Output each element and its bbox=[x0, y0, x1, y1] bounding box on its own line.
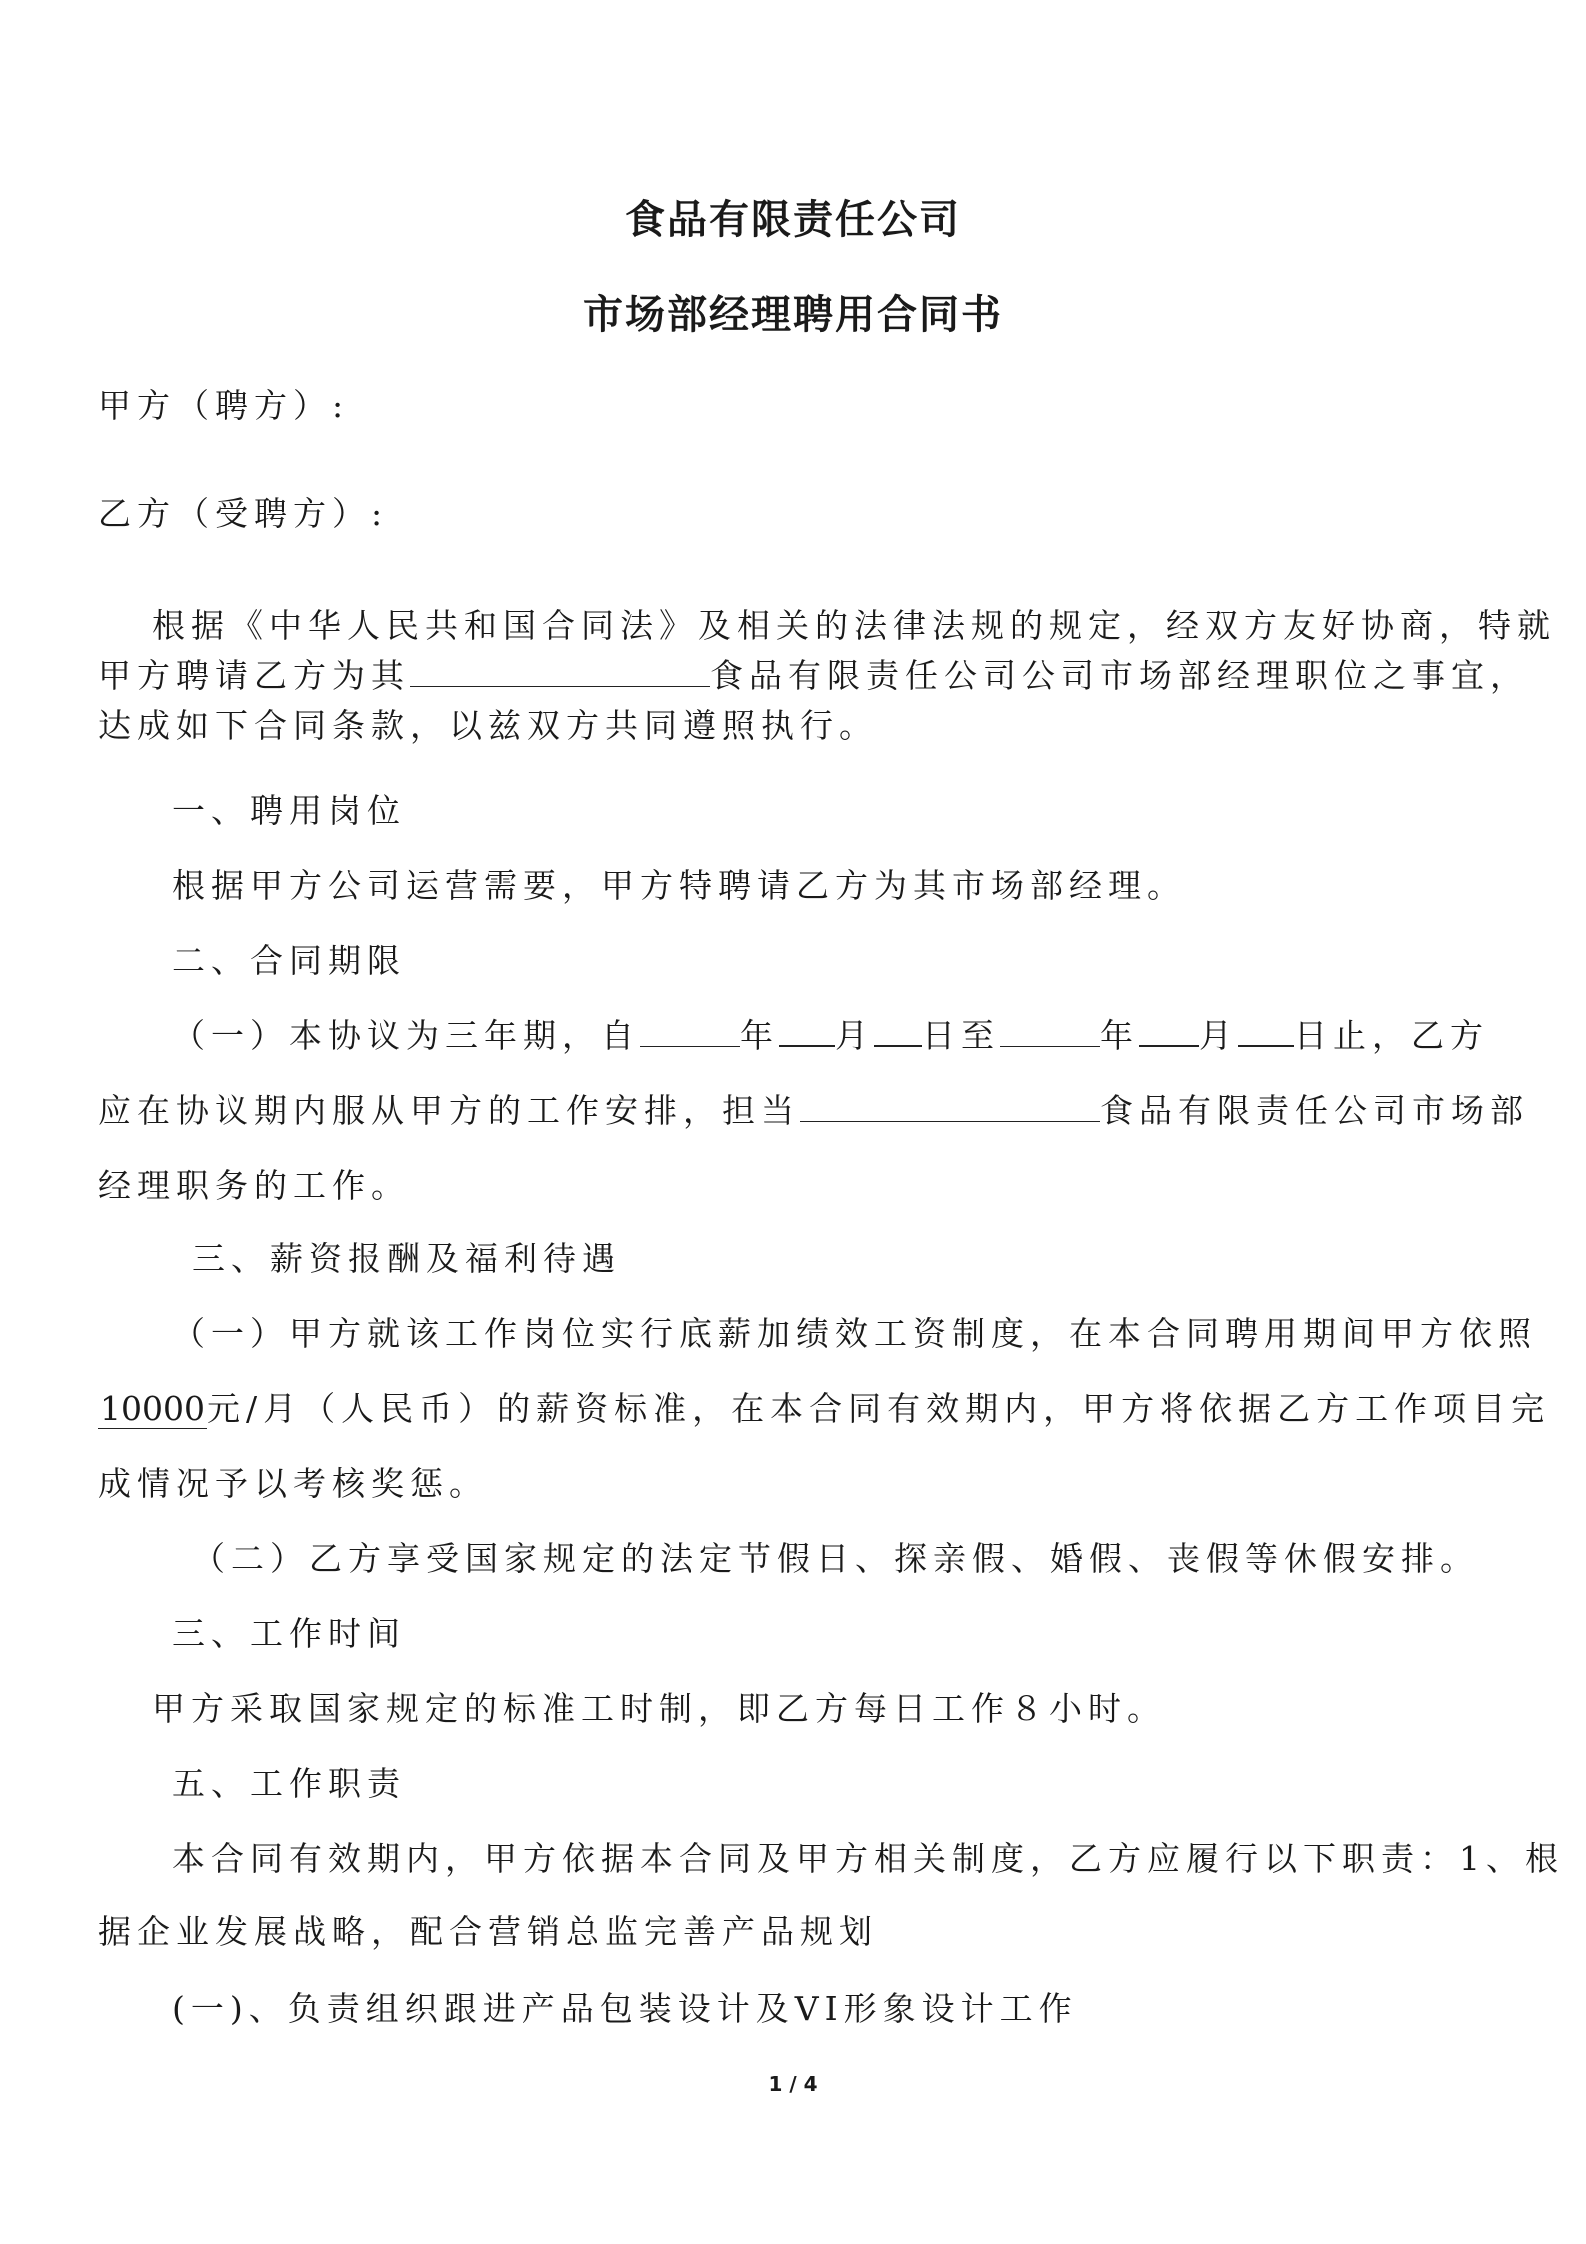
intro-line-2-end: 食品有限责任公司公司市场部经理职位之事宜， bbox=[710, 656, 1529, 695]
section-5-line-3: (一)、负责组织跟进产品包装设计及VI形象设计工作 bbox=[172, 1989, 1078, 2028]
end-month-blank[interactable] bbox=[1139, 1010, 1199, 1047]
term-start-text: （一）本协议为三年期，自 bbox=[172, 1016, 640, 1055]
end-day-label: 日止，乙方 bbox=[1294, 1016, 1489, 1055]
end-day-blank[interactable] bbox=[1238, 1010, 1294, 1047]
section-3-p1-line-1: （一）甲方就该工作岗位实行底薪加绩效工资制度，在本合同聘用期间甲方依照 bbox=[172, 1314, 1537, 1353]
section-3-p1-line-2 bbox=[98, 1383, 1550, 1430]
document-subtitle: 市场部经理聘用合同书 bbox=[583, 291, 1003, 338]
intro-line-2-start: 甲方聘请乙方为其 bbox=[98, 656, 410, 695]
section-2-line-2-end: 食品有限责任公司市场部 bbox=[1100, 1091, 1529, 1130]
section-1-body: 根据甲方公司运营需要，甲方特聘请乙方为其市场部经理。 bbox=[172, 866, 1186, 905]
salary-rest-text: 元/月（人民币）的薪资标准，在本合同有效期内，甲方将依据乙方工作项目完 bbox=[206, 1389, 1551, 1428]
section-2-line-2-start: 应在协议期内服从甲方的工作安排，担当 bbox=[98, 1091, 800, 1130]
intro-line-1: 根据《中华人民共和国合同法》及相关的法律法规的规定，经双方友好协商，特就 bbox=[152, 606, 1556, 645]
section-1-heading: 一、聘用岗位 bbox=[172, 791, 406, 830]
end-month-label: 月 bbox=[1199, 1016, 1238, 1055]
section-2-line-3: 经理职务的工作。 bbox=[98, 1166, 410, 1205]
section-3-p1-line-3: 成情况予以考核奖惩。 bbox=[98, 1464, 488, 1503]
section-2-line-2 bbox=[98, 1085, 1529, 1132]
section-5-line-2: 据企业发展战略，配合营销总监完善产品规划 bbox=[98, 1912, 878, 1951]
position-company-blank[interactable] bbox=[800, 1086, 1100, 1122]
intro-line-3: 达成如下合同条款，以兹双方共同遵照执行。 bbox=[98, 706, 878, 745]
start-day-to-label: 日至 bbox=[922, 1016, 1000, 1055]
page-number: 1 / 4 bbox=[768, 2072, 818, 2096]
end-year-blank[interactable] bbox=[1000, 1011, 1100, 1047]
start-day-blank[interactable] bbox=[874, 1010, 922, 1047]
section-2-line-1 bbox=[172, 1010, 1489, 1057]
end-year-label: 年 bbox=[1100, 1016, 1139, 1055]
party-b-label: 乙方（受聘方）: bbox=[98, 494, 389, 533]
start-year-label: 年 bbox=[740, 1016, 779, 1055]
start-month-blank[interactable] bbox=[779, 1010, 835, 1047]
start-year-blank[interactable] bbox=[640, 1011, 740, 1047]
party-a-label: 甲方（聘方）: bbox=[98, 386, 350, 425]
section-5-line-1: 本合同有效期内，甲方依据本合同及甲方相关制度，乙方应履行以下职责：1、根 bbox=[172, 1839, 1564, 1878]
section-3-p2: （二）乙方享受国家规定的法定节假日、探亲假、婚假、丧假等休假安排。 bbox=[192, 1539, 1479, 1578]
section-4-heading: 三、工作时间 bbox=[172, 1614, 406, 1653]
intro-line-2 bbox=[98, 650, 1529, 697]
salary-value: 10000 bbox=[100, 1389, 205, 1428]
start-month-label: 月 bbox=[835, 1016, 874, 1055]
document-title: 食品有限责任公司 bbox=[625, 196, 961, 243]
section-2-heading: 二、合同期限 bbox=[172, 941, 406, 980]
section-3-heading: 三、薪资报酬及福利待遇 bbox=[192, 1239, 621, 1278]
section-5-heading: 五、工作职责 bbox=[172, 1764, 406, 1803]
section-4-body: 甲方采取国家规定的标准工时制，即乙方每日工作８小时。 bbox=[152, 1689, 1166, 1728]
company-name-blank[interactable] bbox=[410, 651, 710, 687]
